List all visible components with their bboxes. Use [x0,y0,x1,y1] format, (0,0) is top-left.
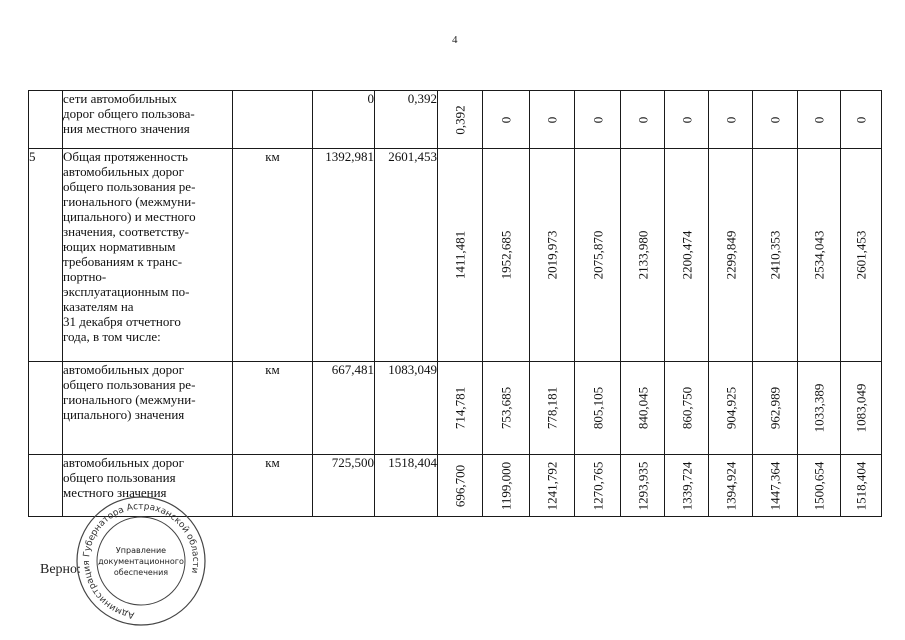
year-value-cell [621,149,665,362]
year-value: 0,392 [452,104,468,135]
seal-ring-text: Администрация Губернатора Астраханской области [81,501,201,620]
year-value-cell [709,362,753,455]
row-number-cell [29,91,63,149]
year-value: 1270,765 [590,461,605,510]
year-value-cell [665,91,709,149]
indicator-name-line: ющих нормативным [63,239,176,254]
indicator-name-cell [63,149,233,362]
year-value: 1952,685 [498,230,514,280]
year-value: 805,105 [590,386,605,430]
year-value: 1500,654 [811,461,827,510]
indicator-name-line: Общая протяженность [63,149,188,164]
year-value-cell [798,455,841,517]
year-value-cell [483,455,530,517]
year-value-cell [753,149,798,362]
verno-label: Верно: [40,562,81,577]
year-value-cell [530,362,575,455]
year-value: 0 [498,116,514,123]
seal-center-text [66,545,216,578]
year-value: 1083,049 [853,383,869,433]
year-value: 0 [679,116,694,123]
year-value-cell [575,362,621,455]
year-value-cell [841,362,882,455]
year-value: 1339,724 [679,461,694,510]
year-value: 1293,935 [635,461,650,510]
year-value: 0 [811,116,827,123]
year-value: 2299,849 [723,230,738,280]
base-value-cell: 725,500 [313,455,375,517]
year-value: 0 [635,116,650,123]
year-value-cell [798,91,841,149]
year-value-cell [753,91,798,149]
indicator-name-line: ния местного значения [63,121,190,136]
year-value-cell [621,362,665,455]
indicator-name-line: портно- [63,269,107,284]
year-value-cell [530,91,575,149]
indicator-name-line: дорог общего пользова- [63,106,195,121]
indicator-name-line: ципального) значения [63,407,185,422]
base-value-cell: 667,481 [313,362,375,455]
year-value-cell [841,149,882,362]
seal-center-line: Управление [115,546,167,555]
year-value: 0 [590,116,605,123]
year-value: 840,045 [635,386,650,430]
year-value-cell [621,91,665,149]
year-value: 904,925 [723,386,738,430]
year-value: 2534,043 [811,230,827,280]
indicator-name-line: гионального (межмуни- [63,194,196,209]
year-value: 1199,000 [498,461,514,510]
indicator-name-line: общего пользования [63,470,176,485]
year-value: 2601,453 [853,230,869,280]
year-value-cell [709,91,753,149]
year-value-cell [753,455,798,517]
target-value-cell: 1518,404 [375,455,438,517]
year-value: 0 [544,116,560,123]
year-value-cell [665,455,709,517]
year-value-cell [575,149,621,362]
unit-cell: км [233,362,313,455]
year-value: 714,781 [452,386,468,430]
table-row [29,362,882,455]
year-value: 0 [723,116,738,123]
indicator-name-cell [63,91,233,149]
indicator-name-line: эксплуатационным по- [63,284,190,299]
indicator-name-line: общего пользования ре- [63,377,196,392]
year-value: 2410,353 [767,230,783,280]
year-value: 1411,481 [452,230,468,280]
unit-cell: км [233,455,313,517]
base-value-cell: 0 [313,91,375,149]
row-number-cell: 5 [29,149,63,362]
table-row [29,91,882,149]
year-value-cell [438,91,483,149]
year-value-cell [483,91,530,149]
target-value-cell: 1083,049 [375,362,438,455]
year-value-cell [530,149,575,362]
year-value: 1394,924 [723,461,738,510]
year-value: 778,181 [544,386,560,430]
indicator-name-line: года, в том числе: [63,329,161,344]
year-value-cell [841,455,882,517]
year-value-cell [530,455,575,517]
year-value: 1518,404 [853,461,869,510]
indicator-name-line: автомобильных дорог [63,164,184,179]
indicator-name-line: сети автомобильных [63,91,177,106]
year-value: 1033,389 [811,383,827,433]
year-value-cell [709,455,753,517]
official-seal [66,495,216,630]
indicator-name-line: казателям на [63,299,134,314]
year-value: 2133,980 [635,230,650,280]
year-value-cell [753,362,798,455]
year-value: 0 [767,116,783,123]
unit-cell [233,91,313,149]
indicator-name-line: требованиям к транс- [63,254,183,269]
year-value-cell [483,362,530,455]
year-value: 2075,870 [590,230,605,280]
seal-center-line: обеспечения [113,568,169,577]
indicators-table [28,90,882,517]
year-value-cell [798,149,841,362]
target-value-cell: 0,392 [375,91,438,149]
indicator-name-line: 31 декабря отчетного [63,314,181,329]
year-value-cell [438,455,483,517]
year-value: 2019,973 [544,230,560,280]
indicator-name-cell [63,362,233,455]
year-value: 0 [853,116,869,123]
year-value: 1241,792 [544,461,560,510]
year-value-cell [665,362,709,455]
year-value-cell [665,149,709,362]
row-number-cell [29,455,63,517]
year-value-cell [621,455,665,517]
row-number-cell [29,362,63,455]
indicator-name-line: значения, соответству- [63,224,189,239]
indicator-name-line: автомобильных дорог [63,362,184,377]
year-value-cell [438,149,483,362]
year-value: 962,989 [767,386,783,430]
year-value-cell [575,91,621,149]
indicator-name-line: ципального) и местного [63,209,196,224]
base-value-cell: 1392,981 [313,149,375,362]
year-value-cell [575,455,621,517]
year-value: 860,750 [679,386,694,430]
year-value: 696,700 [452,464,468,507]
seal-center-line: документационного [98,557,184,566]
target-value-cell: 2601,453 [375,149,438,362]
year-value: 2200,474 [679,230,694,280]
table-row [29,149,882,362]
year-value: 753,685 [498,386,514,430]
indicator-name-line: гионального (межмуни- [63,392,196,407]
year-value: 1447,364 [767,461,783,510]
indicator-name-line: автомобильных дорог [63,455,184,470]
year-value-cell [438,362,483,455]
year-value-cell [841,91,882,149]
unit-cell: км [233,149,313,362]
year-value-cell [483,149,530,362]
year-value-cell [798,362,841,455]
indicator-name-line: местного значения [63,485,167,500]
indicator-name-line: общего пользования ре- [63,179,196,194]
page-number: 4 [452,34,458,46]
year-value-cell [709,149,753,362]
